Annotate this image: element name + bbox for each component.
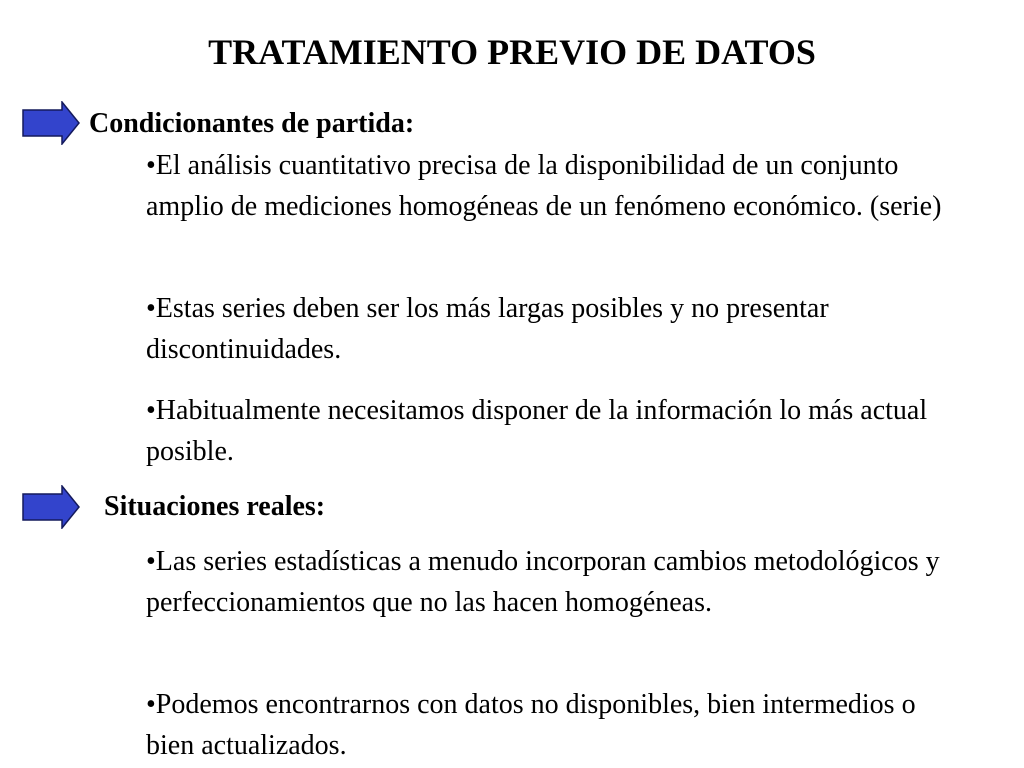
bullet-item: •Las series estadísticas a menudo incorporan cambios metodológicos y perfeccionamientos que no las hacen homogéneas. [146, 546, 940, 618]
section-heading-condicionantes: Condicionantes de partida: [89, 108, 415, 139]
slide-title: TRATAMIENTO PREVIO DE DATOS [208, 32, 816, 72]
right-arrow-icon [22, 101, 80, 145]
bullet-item: •Podemos encontrarnos con datos no disponibles, bien intermedios o bien actualizados. [146, 689, 916, 761]
bullet-item: •Habitualmente necesitamos disponer de la información lo más actual posible. [146, 395, 928, 467]
section-heading-situaciones: Situaciones reales: [104, 491, 326, 522]
right-arrow-icon [22, 485, 80, 529]
bullet-item: •El análisis cuantitativo precisa de la disponibilidad de un conjunto amplio de mediciones homogéneas de un fenómeno económico. (serie) [146, 150, 942, 222]
bullet-item: •Estas series deben ser los más largas posibles y no presentar discontinuidades. [146, 293, 829, 365]
